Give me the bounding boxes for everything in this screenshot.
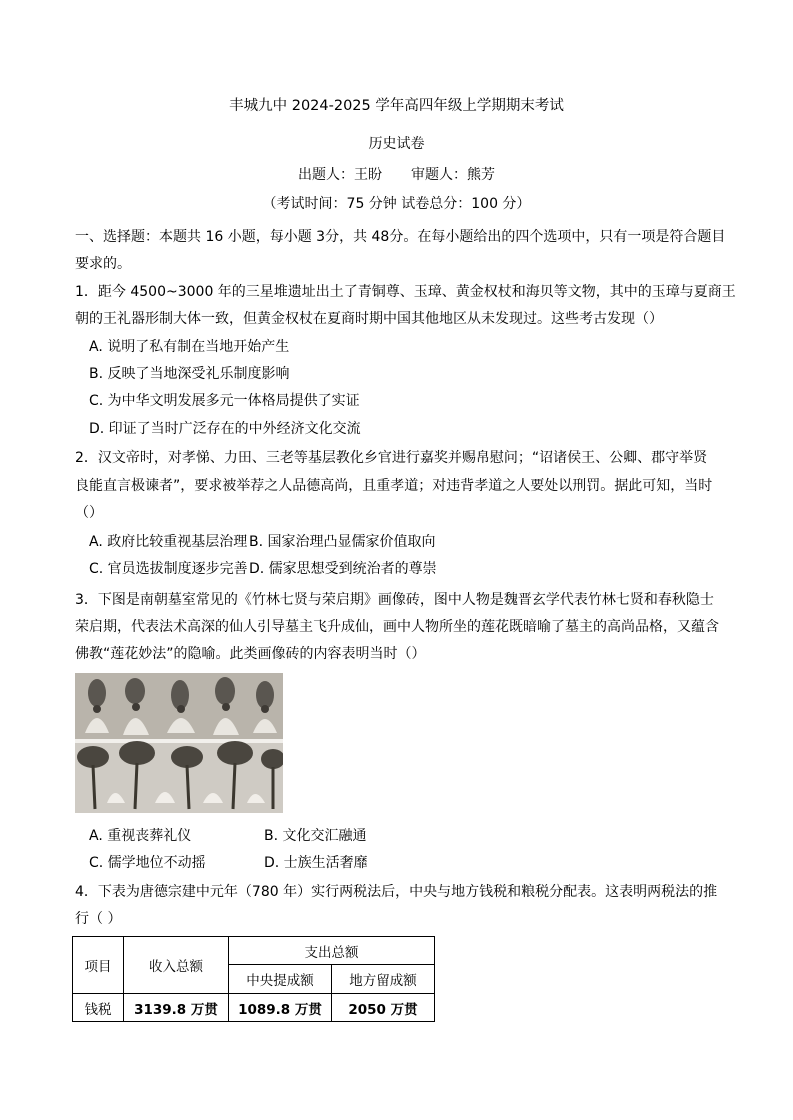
q2-option-b: B. 国家治理凸显儒家价值取向	[249, 534, 436, 550]
q2-option-d: D. 儒家思想受到统治者的尊崇	[249, 561, 437, 577]
q2-option-c: C. 官员选拔制度逐步完善	[89, 561, 248, 577]
table-header-expense: 支出总额	[229, 937, 435, 965]
table-header-item: 项目	[73, 937, 124, 994]
table-row-label: 钱税	[73, 994, 124, 1022]
q3-stem-cont2: 佛教“莲花妙法”的隐喻。此类画像砖的内容表明当时（）	[75, 646, 426, 662]
brick-relief-illustration	[75, 673, 283, 813]
q2-stem-cont: 良能直言极谏者”，要求被举荐之人品德高尚，且重孝道；对违背孝道之人要处以刑罚。据此可知，当时	[75, 478, 713, 494]
section-instruction: 一、选择题：本题共 16 小题，每小题 3分，共 48分。在每小题给出的四个选项中，只有一项是符合题目	[75, 229, 726, 245]
q4-stem: 4．下表为唐德宗建中元年（780 年）实行两税法后，中央与地方钱税和粮税分配表。这表明两税法的推	[75, 884, 718, 900]
q3-option-c: C. 儒学地位不动摇	[89, 855, 206, 871]
q1-option-a: A. 说明了私有制在当地开始产生	[89, 339, 290, 355]
exam-info: （考试时间：75 分钟 试卷总分：100 分）	[262, 196, 531, 212]
table-cell-central: 1089.8 万贯	[229, 994, 332, 1022]
table-header-income: 收入总额	[124, 937, 229, 994]
reviewer: 审题人：熊芳	[410, 167, 495, 183]
setter: 出题人：王盼	[298, 167, 383, 183]
q1-stem-cont: 朝的王礼器形制大体一致，但黄金权杖在夏商时期中国其他地区从未发现过。这些考古发现（）	[75, 311, 663, 327]
q2-stem: 2．汉文帝时，对孝悌、力田、三老等基层教化乡官进行嘉奖并赐帛慰问；“诏诸侯王、公卿、郡守举贤	[75, 450, 708, 466]
q3-stem: 3．下图是南朝墓室常见的《竹林七贤与荣启期》画像砖，图中人物是魏晋玄学代表竹林七贤和春秋隐士	[75, 592, 714, 608]
q3-stem-cont: 荣启期，代表法术高深的仙人引导墓主飞升成仙，画中人物所坐的莲花既暗喻了墓主的高尚品格，又蕴含	[75, 619, 719, 635]
q3-option-a: A. 重视丧葬礼仪	[89, 828, 192, 844]
q1-option-b: B. 反映了当地深受礼乐制度影响	[89, 366, 290, 382]
q1-option-c: C. 为中华文明发展多元一体格局提供了实证	[89, 393, 360, 409]
q2-stem-paren: （）	[75, 505, 103, 521]
brick-relief-image	[75, 673, 283, 813]
q2-option-a: A. 政府比较重视基层治理	[89, 534, 248, 550]
q4-stem-cont: 行（ ）	[75, 911, 122, 927]
table-cell-income: 3139.8 万贯	[124, 994, 229, 1022]
exam-authors	[0, 164, 793, 184]
q3-option-d: D. 士族生活奢靡	[264, 855, 368, 871]
tax-distribution-table	[72, 936, 435, 1022]
q3-option-b: B. 文化交汇融通	[264, 828, 367, 844]
table-header-central: 中央提成额	[229, 965, 332, 994]
table-cell-local: 2050 万贯	[332, 994, 435, 1022]
q1-stem: 1．距今 4500~3000 年的三星堆遗址出土了青铜尊、玉璋、黄金权杖和海贝等文物，其中的玉璋与夏商王	[75, 284, 736, 300]
section-instruction-cont: 要求的。	[75, 256, 131, 272]
q1-option-d: D. 印证了当时广泛存在的中外经济文化交流	[89, 421, 361, 437]
table-header-local: 地方留成额	[332, 965, 435, 994]
exam-subject: 历史试卷	[368, 136, 425, 152]
exam-title: 丰城九中 2024-2025 学年高四年级上学期期末考试	[229, 98, 564, 114]
